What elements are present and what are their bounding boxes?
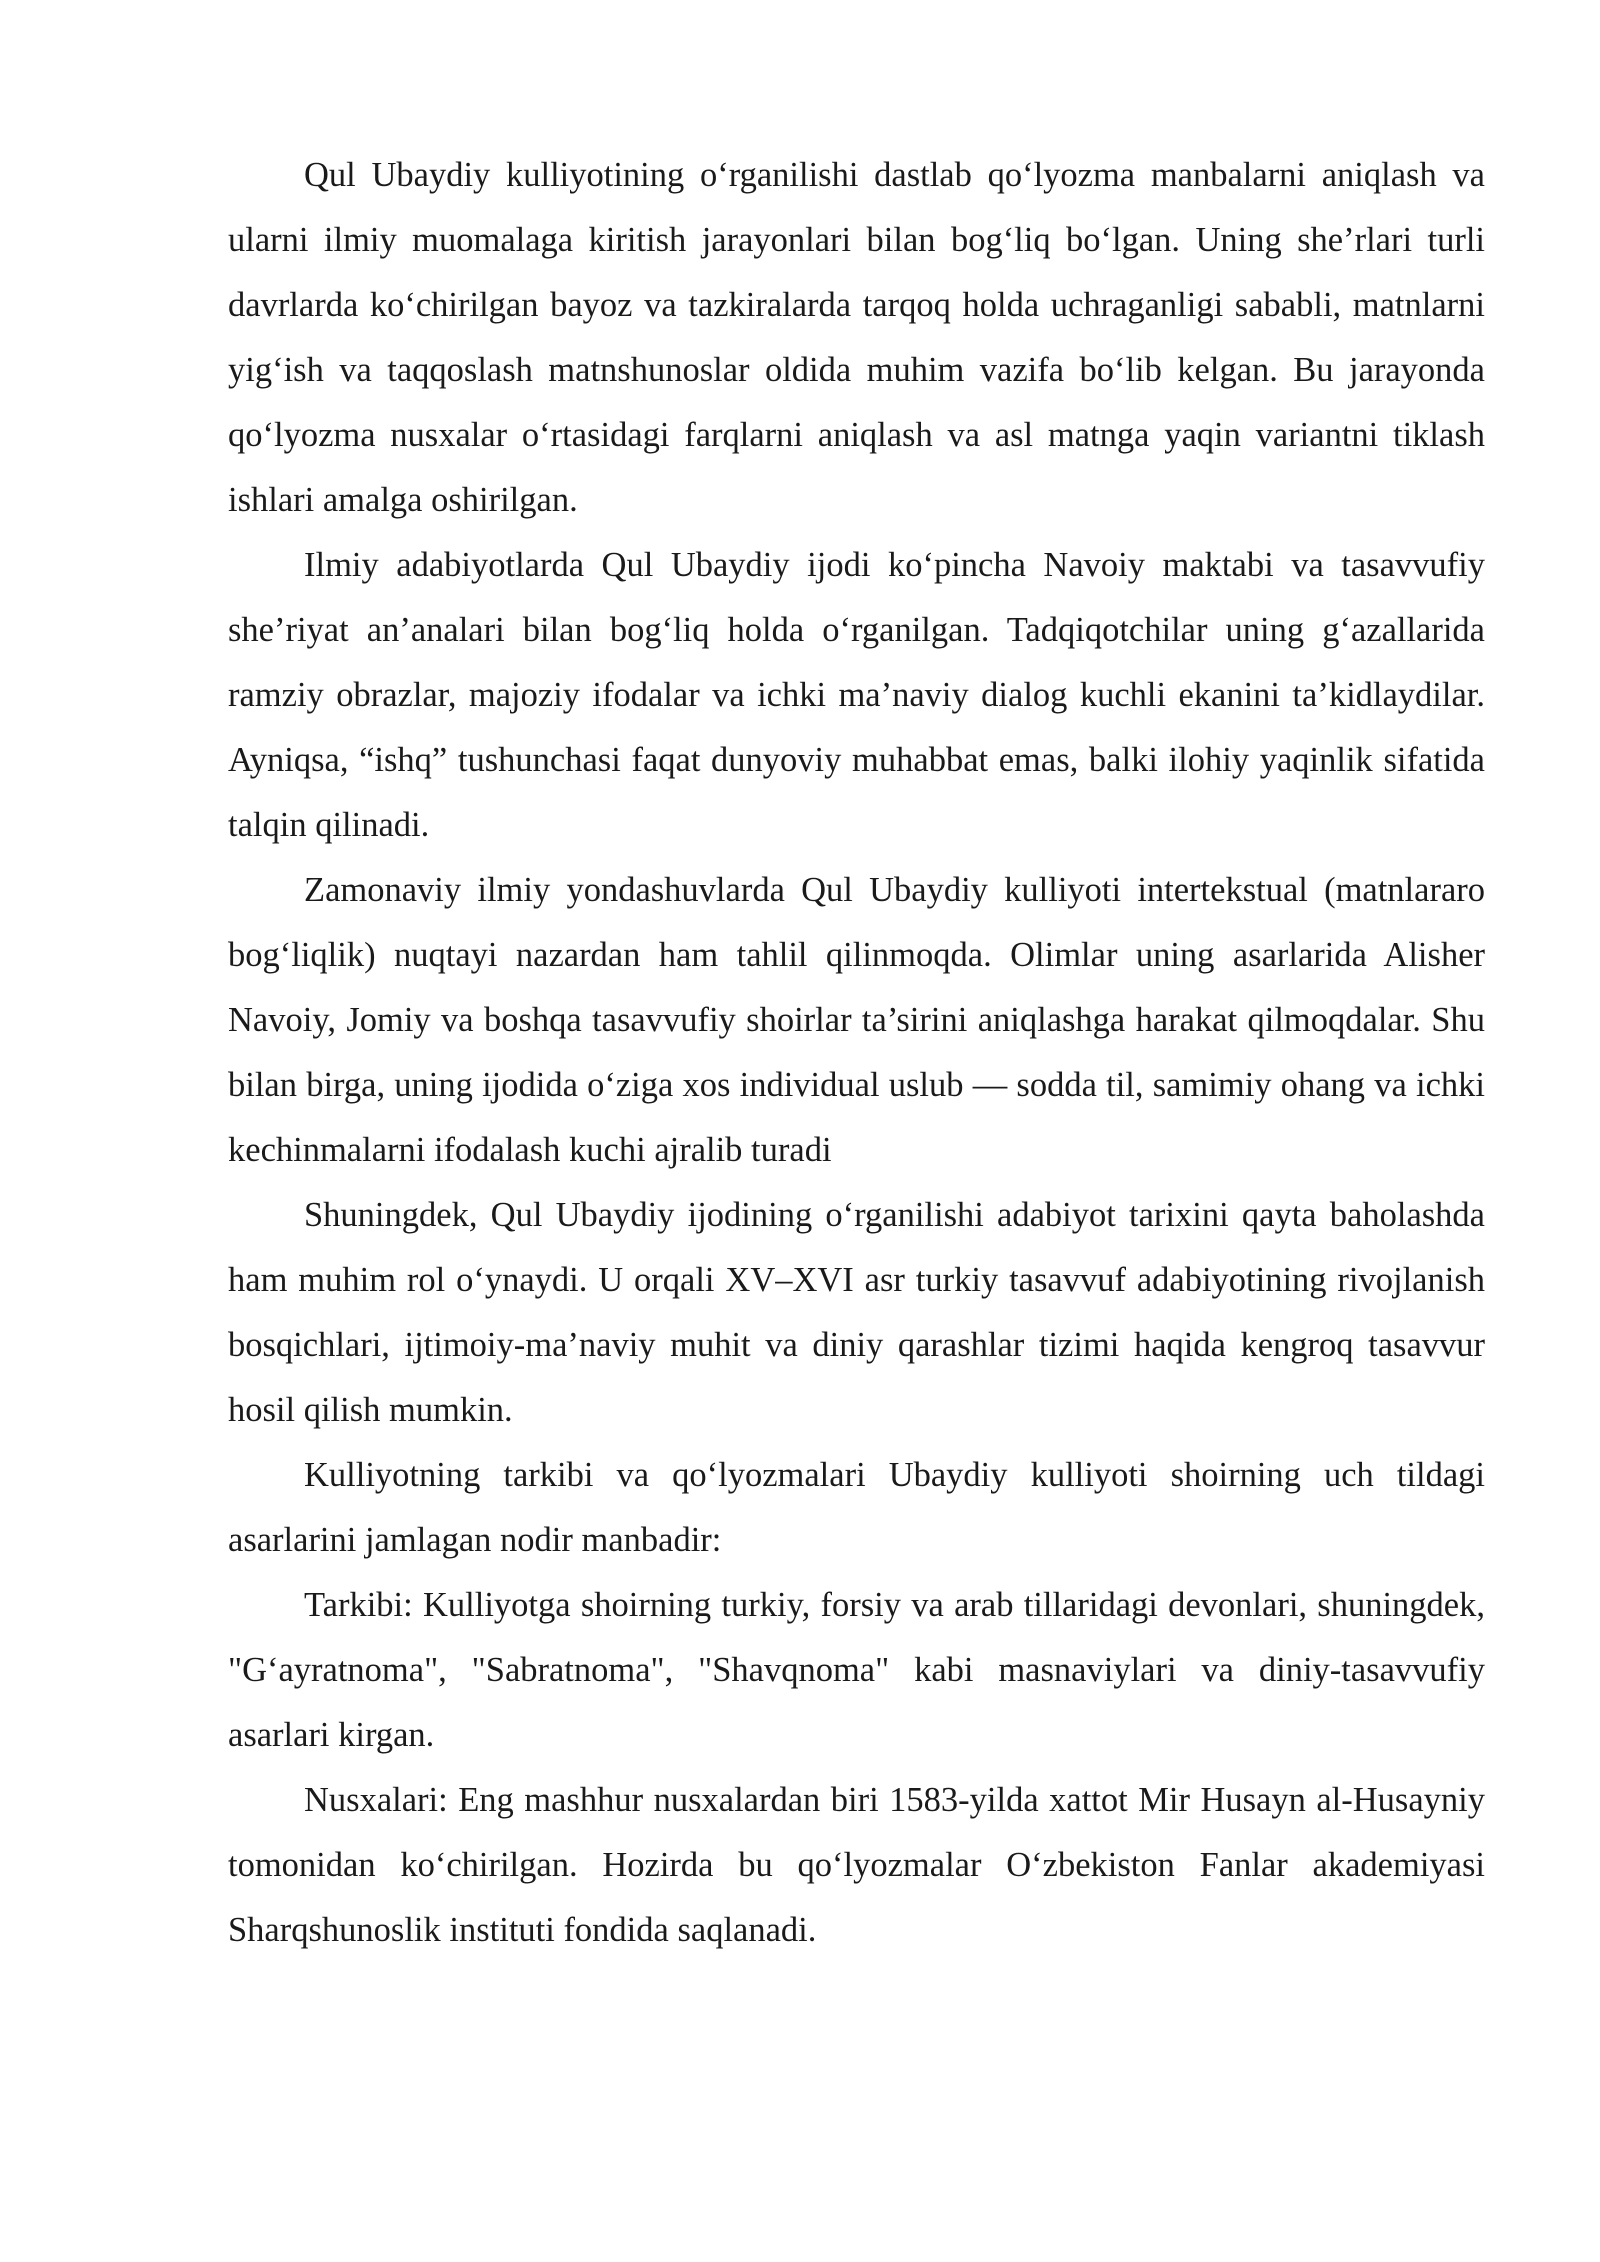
paragraph-modern-approaches: Zamonaviy ilmiy yondashuvlarda Qul Ubaydiy kulliyoti intertekstual (matnlararo bog‘liqlik) nuqtayi nazardan ham tahlil qilinmoqda. Olimlar uning asarlarida Alisher Navoiy, Jomiy va boshqa tasavvufiy shoirlar ta’sirini aniqlashga harakat qilmoqdalar. Shu bilan birga, uning ijodida o‘ziga xos individual uslub — sodda til, samimiy ohang va ichki kechinmalarni ifodalash kuchi ajralib turadi [228, 871, 1485, 1169]
paragraph-literary-history: Shuningdek, Qul Ubaydiy ijodining o‘rganilishi adabiyot tarixini qayta baholashda ham muhim rol o‘ynaydi. U orqali XV–XVI asr turkiy tasavvuf adabiyotining rivojlanish bosqichlari, ijtimoiy-ma’naviy muhit va diniy qarashlar tizimi haqida kengroq tasavvur hosil qilish mumkin. [228, 1196, 1485, 1429]
paragraph-scholarly-literature: Ilmiy adabiyotlarda Qul Ubaydiy ijodi ko‘pincha Navoiy maktabi va tasavvufiy she’riyat an’analari bilan bog‘liq holda o‘rganilgan. Tadqiqotchilar uning g‘azallarida ramziy obrazlar, majoziy ifodalar va ichki ma’naviy dialog kuchli ekanini ta’kidlaydilar. Ayniqsa, “ishq” tushunchasi faqat dunyoviy muhabbat emas, balki ilohiy yaqinlik sifatida talqin qilinadi. [228, 546, 1485, 844]
paragraph-kulliyot-composition: Kulliyotning tarkibi va qo‘lyozmalari Ubaydiy kulliyoti shoirning uch tildagi asarlarini jamlagan nodir manbadir: [228, 1456, 1485, 1559]
document-page [228, 143, 1485, 1963]
paragraph-manuscript-study: Qul Ubaydiy kulliyotining o‘rganilishi dastlab qo‘lyozma manbalarni aniqlash va ularni ilmiy muomalaga kiritish jarayonlari bilan bog‘liq bo‘lgan. Uning she’rlari turli davrlarda ko‘chirilgan bayoz va tazkiralarda tarqoq holda uchraganligi sababli, matnlarni yig‘ish va taqqoslash matnshunoslar oldida muhim vazifa bo‘lib kelgan. Bu jarayonda qo‘lyozma nusxalar o‘rtasidagi farqlarni aniqlash va asl matnga yaqin variantni tiklash ishlari amalga oshirilgan. [228, 156, 1485, 519]
paragraph-copies: Nusxalari: Eng mashhur nusxalardan biri 1583-yilda xattot Mir Husayn al-Husayniy tomonidan ko‘chirilgan. Hozirda bu qo‘lyozmalar O‘zbekiston Fanlar akademiyasi Sharqshunoslik instituti fondida saqlanadi. [228, 1781, 1485, 1949]
paragraph-contents: Tarkibi: Kulliyotga shoirning turkiy, forsiy va arab tillaridagi devonlari, shuningdek, "G‘ayratnoma", "Sabratnoma", "Shavqnoma" kabi masnaviylari va diniy-tasavvufiy asarlari kirgan. [228, 1586, 1485, 1754]
